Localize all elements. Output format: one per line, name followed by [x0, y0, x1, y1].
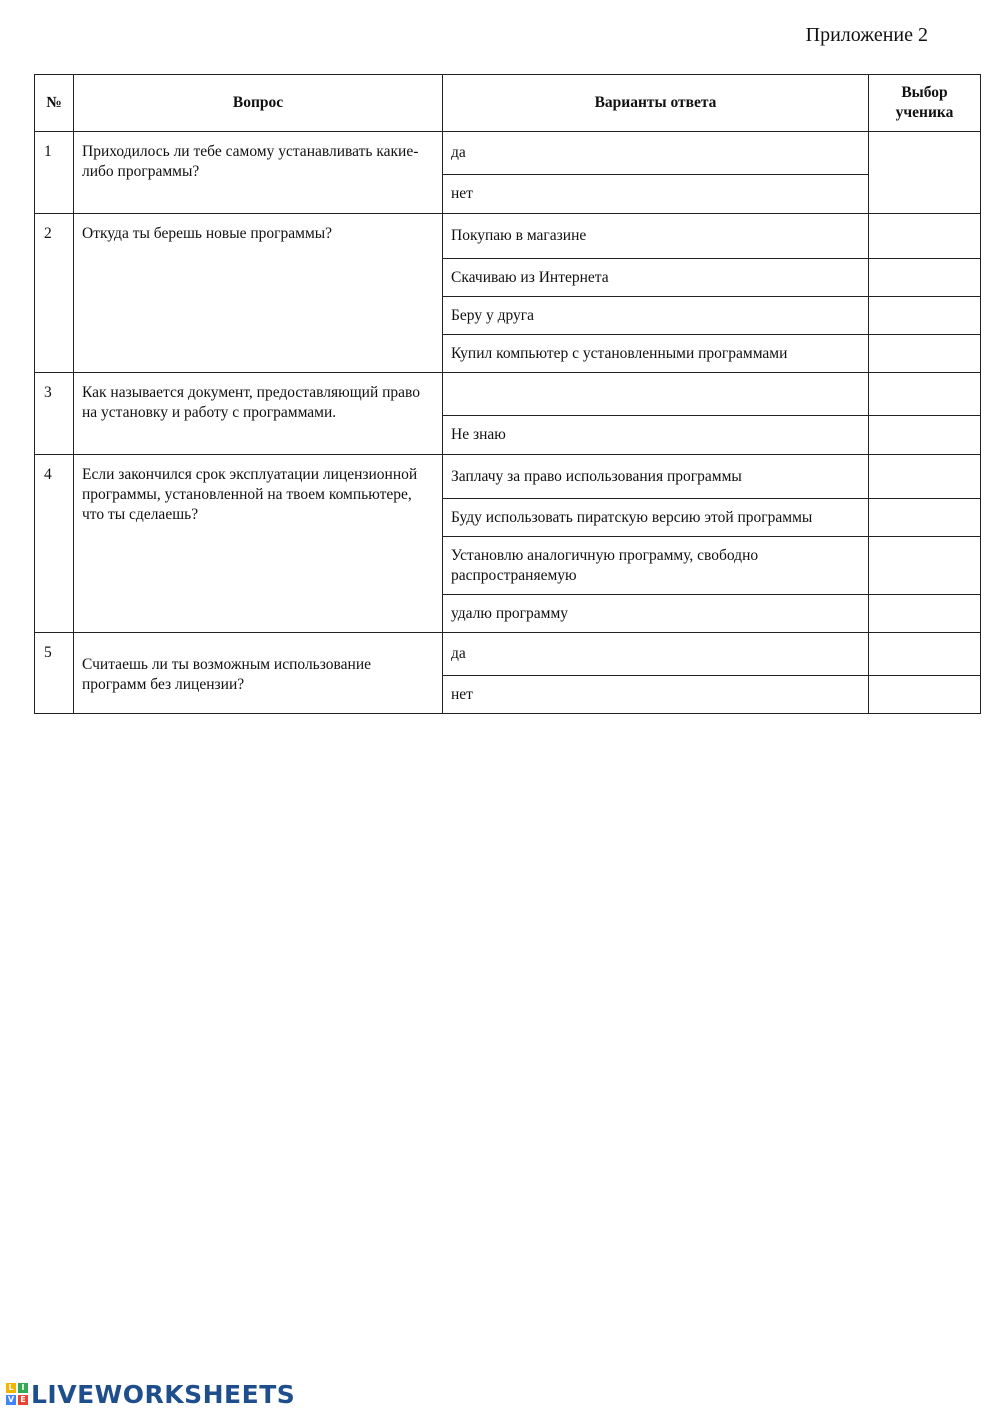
answer-option[interactable]: Скачиваю из Интернета	[443, 259, 869, 297]
answer-option[interactable]: Не знаю	[443, 416, 869, 455]
logo-icon	[6, 1383, 28, 1405]
student-choice-cell[interactable]	[869, 537, 981, 595]
answer-option[interactable]: Установлю аналогичную программу, свободно распространяемую	[443, 537, 869, 595]
question-text: Если закончился срок эксплуатации лицензионной программы, установленной на твоем компьютере, что ты сделаешь?	[74, 455, 443, 633]
answer-option[interactable]: удалю программу	[443, 595, 869, 633]
appendix-label: Приложение 2	[805, 24, 928, 46]
question-number: 5	[35, 633, 74, 714]
student-choice-cell[interactable]	[869, 132, 981, 214]
student-choice-cell[interactable]	[869, 259, 981, 297]
answer-option[interactable]: Беру у друга	[443, 297, 869, 335]
question-text: Как называется документ, предоставляющий право на установку и работу с программами.	[74, 373, 443, 455]
logo-block-e: E	[18, 1395, 28, 1405]
answer-option[interactable]: Заплачу за право использования программы	[443, 455, 869, 499]
header-options: Варианты ответа	[443, 75, 869, 132]
student-choice-cell[interactable]	[869, 214, 981, 259]
table-row	[35, 214, 981, 259]
logo-block-l: L	[6, 1383, 16, 1393]
question-number: 3	[35, 373, 74, 455]
table-row	[35, 132, 981, 175]
student-choice-cell[interactable]	[869, 373, 981, 416]
answer-option[interactable]: да	[443, 132, 869, 175]
question-text: Откуда ты берешь новые программы?	[74, 214, 443, 373]
answer-option[interactable]: Покупаю в магазине	[443, 214, 869, 259]
student-choice-cell[interactable]	[869, 416, 981, 455]
table-row	[35, 455, 981, 499]
question-number: 2	[35, 214, 74, 373]
question-text: Приходилось ли тебе самому устанавливать какие-либо программы?	[74, 132, 443, 214]
student-choice-cell[interactable]	[869, 499, 981, 537]
answer-option[interactable]: Купил компьютер с установленными программами	[443, 335, 869, 373]
logo-block-v: V	[7, 1395, 15, 1404]
question-number: 4	[35, 455, 74, 633]
logo-text: LIVEWORKSHEETS	[31, 1379, 296, 1409]
question-text: Считаешь ли ты возможным использование программ без лицензии?	[74, 633, 443, 714]
student-choice-cell[interactable]	[869, 297, 981, 335]
liveworksheets-logo	[6, 1379, 295, 1409]
answer-option[interactable]: да	[443, 633, 869, 676]
table-header-row	[35, 75, 981, 132]
answer-option[interactable]: Буду использовать пиратскую версию этой программы	[443, 499, 869, 537]
question-number: 1	[35, 132, 74, 214]
logo-block-i: I	[18, 1383, 28, 1393]
header-number: №	[35, 75, 74, 132]
student-choice-cell[interactable]	[869, 676, 981, 714]
student-choice-cell[interactable]	[869, 335, 981, 373]
student-choice-cell[interactable]	[869, 595, 981, 633]
student-choice-cell[interactable]	[869, 633, 981, 676]
answer-input-cell[interactable]	[443, 373, 869, 416]
table-row	[35, 633, 981, 676]
header-choice	[869, 75, 981, 132]
student-choice-cell[interactable]	[869, 455, 981, 499]
answer-option[interactable]: нет	[443, 676, 869, 714]
survey-table	[34, 74, 981, 714]
header-question: Вопрос	[74, 75, 443, 132]
header-choice-line1: Выбор	[901, 84, 948, 101]
header-choice-line2: ученика	[895, 104, 954, 121]
answer-option[interactable]: нет	[443, 175, 869, 214]
table-row	[35, 373, 981, 416]
